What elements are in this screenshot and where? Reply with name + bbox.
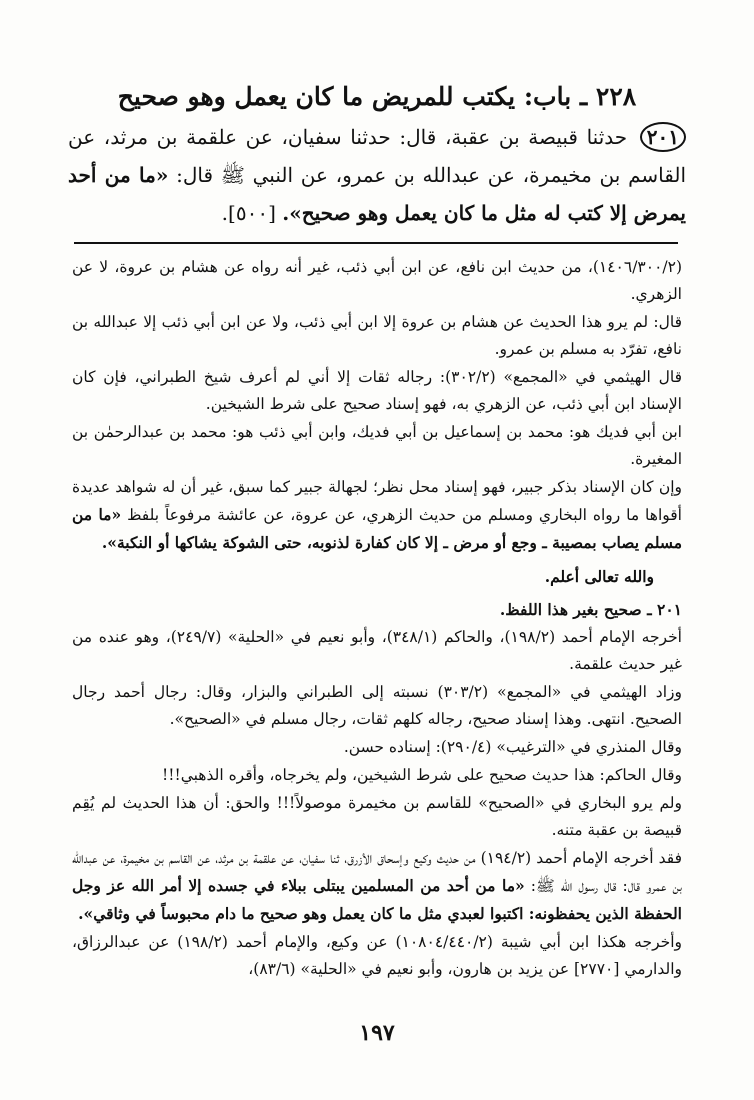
footnote-paragraph: قال الهيثمي في «المجمع» (٣٠٢/٢): رجاله ثقات إلا أني لم أعرف شيخ الطبراني، فإن كان الإسناد ابن أبي ذئب، عن الزهري به، فهو إسناد صحيح على شرط الشيخين. (72, 368, 682, 413)
page-number: ١٩٧ (359, 1020, 395, 1046)
section-paragraph: ولم يرو البخاري في «الصحيح» للقاسم بن مخيمرة موصولاً!!! والحق: أن هذا الحديث لم يُقِم قبيصة بن عقبة متنه. (72, 794, 682, 839)
footnote-paragraph: ابن أبي فديك هو: محمد بن إسماعيل بن أبي فديك، وابن أبي ذئب هو: محمد بن عبدالرحمٰن بن المغيرة. (72, 423, 682, 468)
footnote-closing: والله تعالى أعلم. (544, 567, 654, 586)
hadith-reference: [٥٠٠]. (221, 201, 276, 225)
hadith-text-block (68, 118, 686, 232)
section-paragraph: وأخرجه هكذا ابن أبي شيبة (١٠٨٠٤/٤٤٠/٢) عن وكيع، والإمام أحمد (١٩٨/٢) عن عبدالرزاق، والدارمي [٢٧٧٠] عن يزيد بن هارون، وأبو نعيم في «الحلية» (٨٣/٦)، (72, 933, 682, 978)
footnote-paragraph: (١٤٠٦/٣٠٠/٢)، من حديث ابن نافع، عن ابن أبي ذئب، غير أنه رواه عن هشام بن عروة، لا عن الزهري. (72, 258, 682, 303)
chapter-title: ٢٢٨ ـ باب: يكتب للمريض ما كان يعمل وهو صحيح (117, 82, 637, 111)
footnotes (72, 254, 682, 984)
section-text: فقد أخرجه الإمام أحمد (١٩٤/٢) من حديث وكيع وإسحاق الأزرق، ثنا سفيان، عن علقمة بن مرثد، عن القاسم بن مخيمرة، عن عبدالله بن عمرو قال: قال رسول الله ﷺ: (72, 849, 682, 895)
footnote-paragraph: قال: لم يرو هذا الحديث عن هشام بن عروة إلا ابن أبي ذئب، ولا عن ابن أبي ذئب إلا عبدالله بن نافع، تفرّد به مسلم بن عمرو. (72, 313, 682, 358)
section-paragraph: وقال الحاكم: هذا حديث صحيح على شرط الشيخين، ولم يخرجاه، وأقره الذهبي!!! (162, 766, 682, 784)
hadith-matn: «ما من أحد يمرض إلا كتب له مثل ما كان يعمل وهو صحيح». (68, 163, 686, 225)
hadith-isnad: حدثنا قبيصة بن عقبة، قال: حدثنا سفيان، عن علقمة بن مرثد، عن القاسم بن مخيمرة، عن عبدالله بن عمرو، عن النبي ﷺ قال: (68, 125, 686, 187)
footnote-paragraph (72, 474, 682, 557)
section-paragraph: وقال المنذري في «الترغيب» (٢٩٠/٤): إسناده حسن. (343, 738, 682, 756)
footnote-text: وإن كان الإسناد بذكر جبير، فهو إسناد محل نظر؛ لجهالة جبير كما سبق، غير أن له شواهد عديدة أقواها ما رواه البخاري ومسلم من حديث الزهري، عن عروة، عن عائشة مرفوعاً بلفظ (72, 478, 682, 524)
hadith-number-badge: ٢٠١ (640, 122, 686, 152)
footnote-divider (74, 242, 678, 244)
footnote-quote: «ما من مسلم يصاب بمصيبة ـ وجع أو مرض ـ إلا كان كفارة لذنوبه، حتى الشوكة يشاكها أو النكبة». (72, 505, 682, 552)
section-heading: ٢٠١ ـ صحيح بغير هذا اللفظ. (499, 600, 682, 619)
section-quote: «ما من أحد من المسلمين يبتلى ببلاء في جسده إلا أمر الله عز وجل الحفظة الذين يحفظونه: اكتبوا لعبدي مثل ما كان يعمل وهو صحيح ما دام محبوساً في وثاقي». (72, 876, 682, 923)
section-paragraph (72, 845, 682, 928)
section-paragraph: وزاد الهيثمي في «المجمع» (٣٠٣/٢) نسبته إلى الطبراني والبزار، وقال: رجال أحمد رجال الصحيح. انتهى. وهذا إسناد صحيح، رجاله كلهم ثقات، رجال مسلم في «الصحيح». (72, 683, 682, 728)
section-paragraph: أخرجه الإمام أحمد (١٩٨/٢)، والحاكم (٣٤٨/١)، وأبو نعيم في «الحلية» (٢٤٩/٧)، وهو عنده من غير حديث علقمة. (72, 628, 682, 673)
